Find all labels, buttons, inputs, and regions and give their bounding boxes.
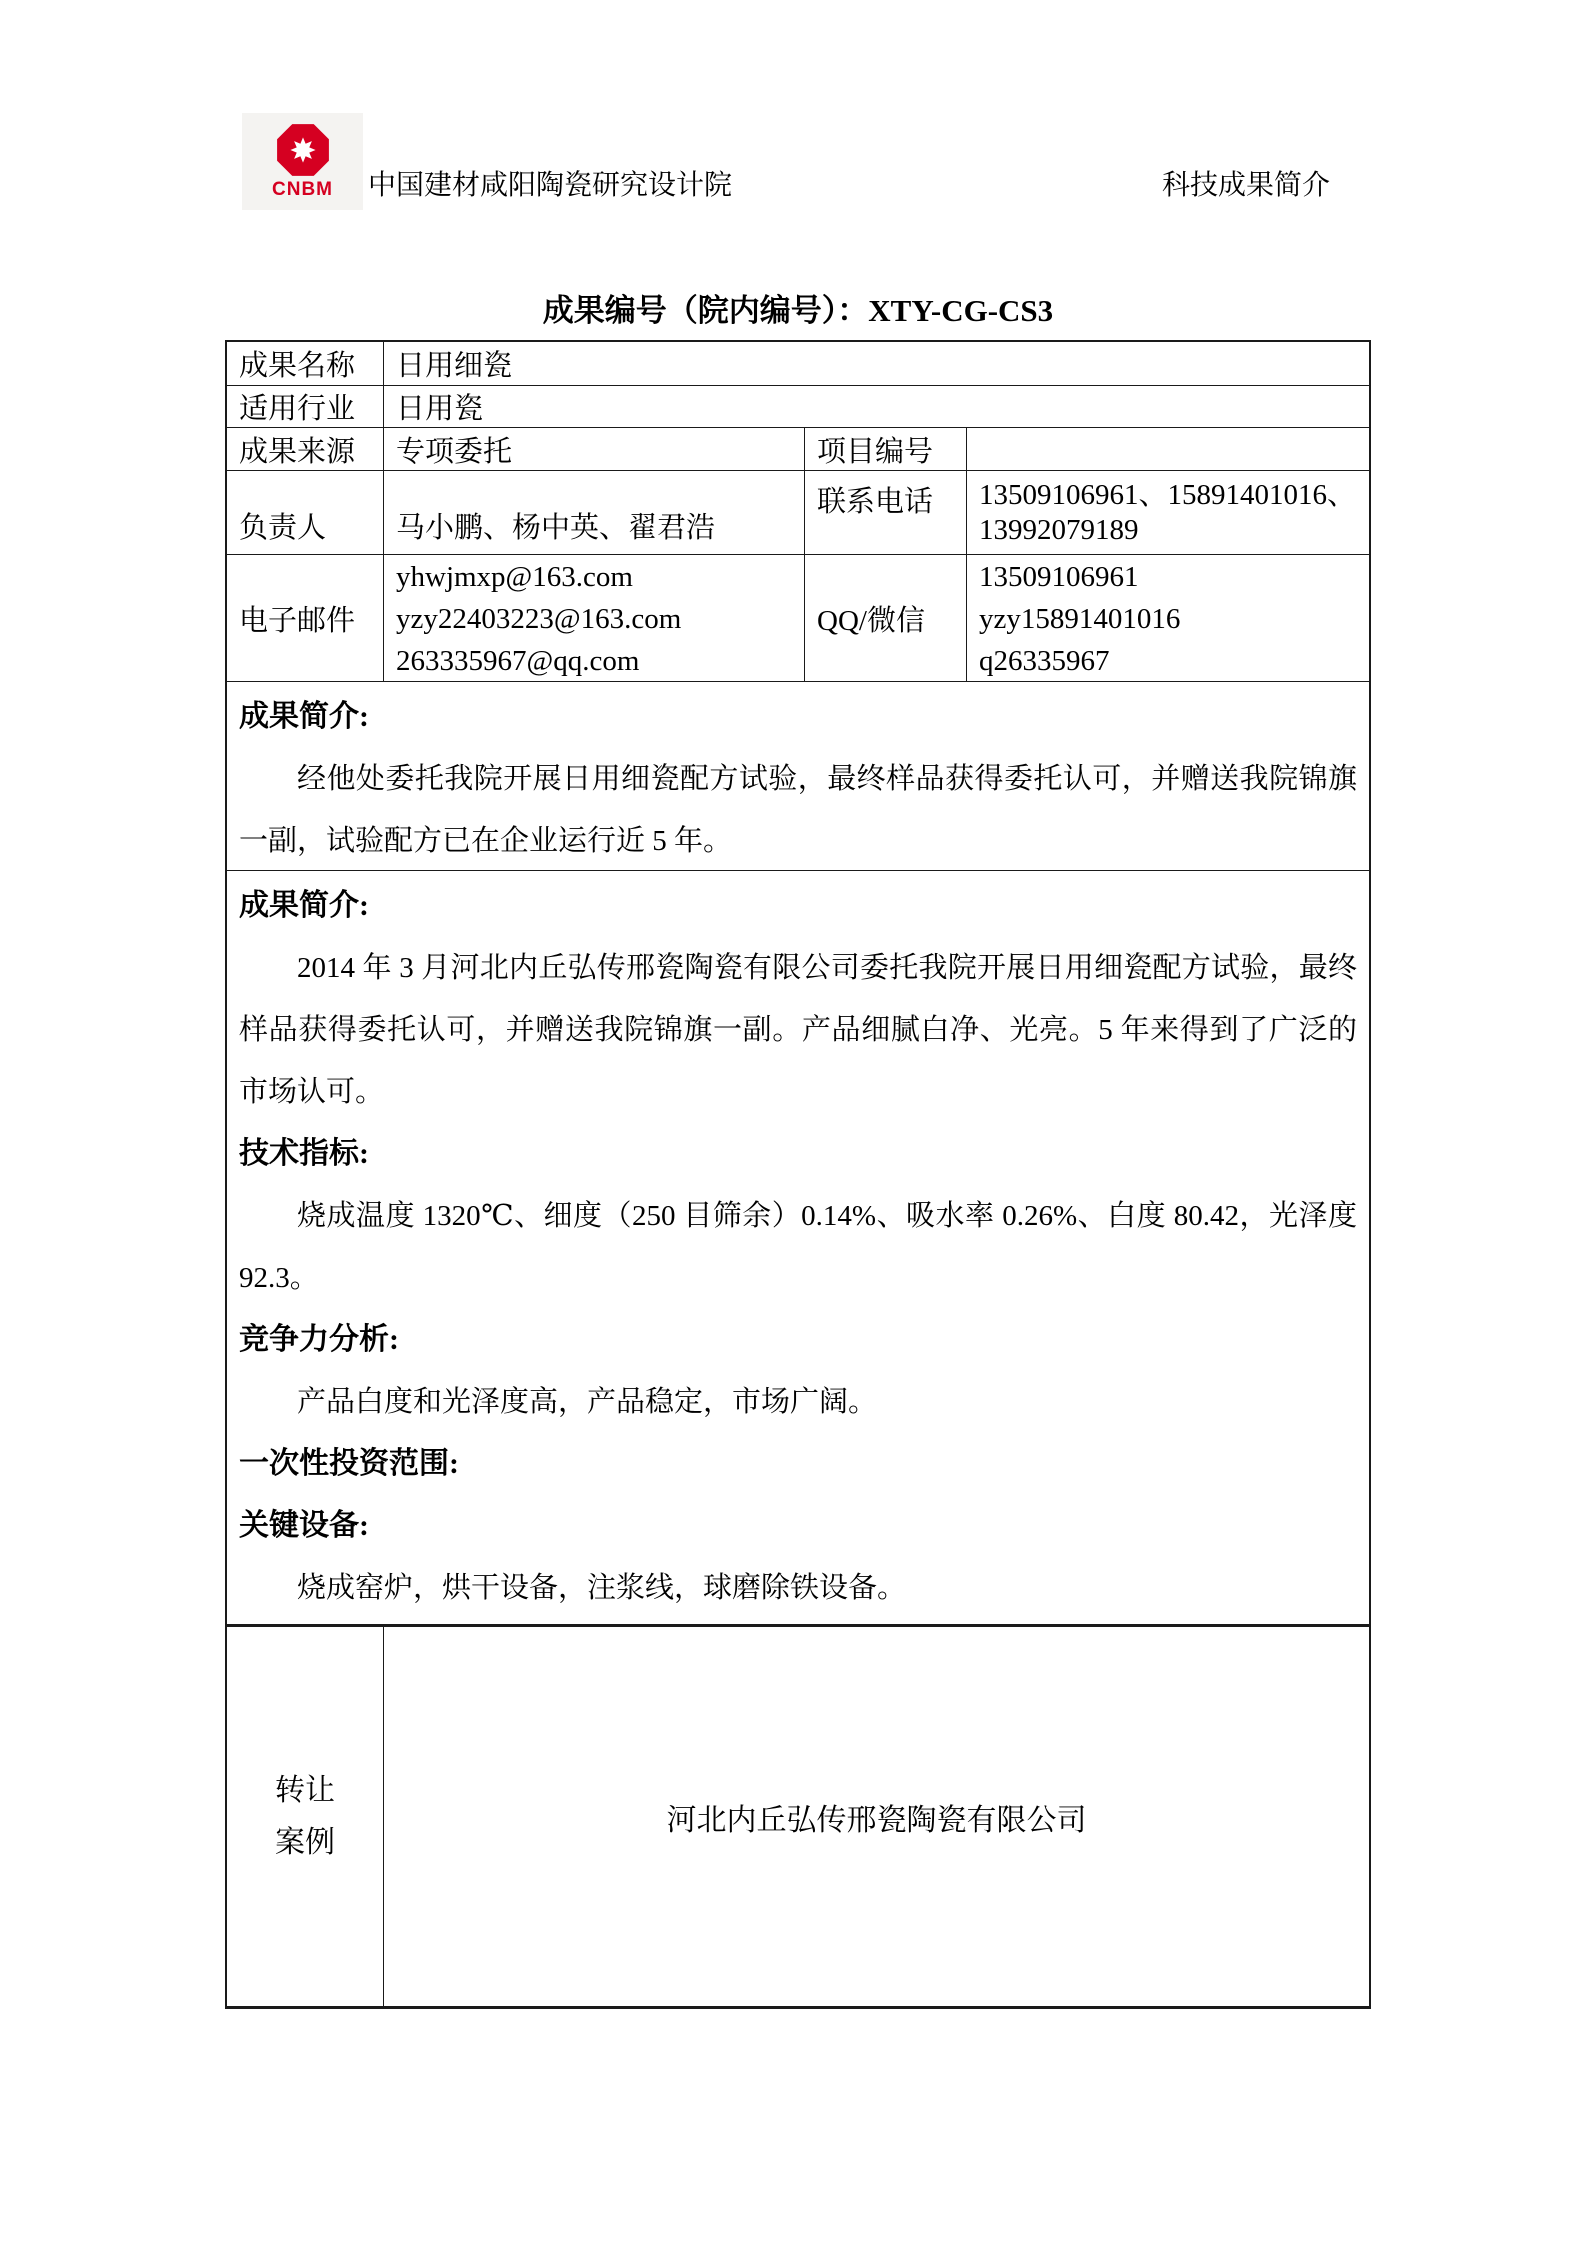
qq-wechat-line: q26335967 <box>979 644 1110 677</box>
summary-heading: 成果简介: <box>239 700 369 733</box>
summary2-heading: 成果简介: <box>239 889 369 922</box>
source-value: 专项委托 <box>396 435 513 468</box>
summary-section <box>227 682 1369 870</box>
phone-value <box>967 471 1369 554</box>
tech-indicators-heading: 技术指标: <box>239 1137 369 1170</box>
qq-wechat-line: 13509106961 <box>979 560 1139 593</box>
page-title: 成果编号（院内编号）：XTY-CG-CS3 <box>542 293 1054 328</box>
table-row-achievement-name <box>227 342 1369 385</box>
cnbm-logo-word: CNBM <box>272 179 333 200</box>
key-equipment-heading: 关键设备: <box>239 1509 369 1542</box>
transfer-case-value: 河北内丘弘传邢瓷陶瓷有限公司 <box>666 1803 1087 1837</box>
transfer-case-label: 转让案例 <box>275 1773 335 1859</box>
email-lines <box>396 555 681 681</box>
source-label: 成果来源 <box>227 428 384 470</box>
cnbm-logo <box>242 113 363 210</box>
tech-indicators-paragraph: 烧成温度 1320℃、细度（250 目筛余）0.14%、吸水率 0.26%、白度 80.42，光泽度 92.3。 <box>239 1200 1357 1294</box>
organization-name: 中国建材咸阳陶瓷研究设计院 <box>368 170 733 201</box>
email-value <box>384 555 804 681</box>
leader-label: 负责人 <box>227 471 384 554</box>
competitiveness-paragraph: 产品白度和光泽度高，产品稳定，市场广阔。 <box>297 1386 878 1418</box>
competitiveness-heading: 竞争力分析: <box>239 1323 399 1356</box>
industry-value: 日用瓷 <box>396 393 484 425</box>
qq-wechat-label: QQ/微信 <box>804 555 967 681</box>
email-line: yzy22403223@163.com <box>396 602 682 635</box>
transfer-case-label-cell <box>227 1627 384 2006</box>
investment-scope-heading: 一次性投资范围: <box>239 1447 459 1480</box>
qq-wechat-line: yzy15891401016 <box>979 602 1181 635</box>
project-number-value <box>967 428 1369 470</box>
summary2-paragraph: 2014 年 3 月河北内丘弘传邢瓷陶瓷有限公司委托我院开展日用细瓷配方试验，最终样品获得委托认可，并赠送我院锦旗一副。产品细腻白净、光亮。5 年来得到了广泛的市场认可。 <box>239 952 1357 1108</box>
achievement-name-label: 成果名称 <box>227 342 384 385</box>
details-section <box>227 871 1369 1624</box>
table-row-source <box>227 427 1369 470</box>
document-type-label: 科技成果简介 <box>1161 170 1330 201</box>
industry-label: 适用行业 <box>227 386 384 427</box>
phone-numbers: 13509106961、15891401016、13992079189 <box>979 478 1357 546</box>
project-number-label: 项目编号 <box>804 428 967 470</box>
achievement-info-table <box>225 340 1371 2009</box>
email-line: 263335967@qq.com <box>396 644 640 677</box>
table-row-details <box>227 870 1369 1624</box>
key-equipment-paragraph: 烧成窑炉，烘干设备，注浆线，球磨除铁设备。 <box>297 1572 907 1604</box>
email-line: yhwjmxp@163.com <box>396 560 633 593</box>
email-label: 电子邮件 <box>227 555 384 681</box>
summary-paragraph: 经他处委托我院开展日用细瓷配方试验，最终样品获得委托认可，并赠送我院锦旗一副，试验配方已在企业运行近 5 年。 <box>239 763 1357 857</box>
table-row-industry <box>227 385 1369 427</box>
table-row-leader <box>227 470 1369 554</box>
achievement-name-value: 日用细瓷 <box>396 350 513 382</box>
table-row-transfer-case <box>227 1624 1369 2006</box>
leader-value: 马小鹏、杨中英、翟君浩 <box>396 512 716 544</box>
cnbm-octagon-icon <box>274 121 332 179</box>
phone-label: 联系电话 <box>804 471 967 554</box>
qq-wechat-lines <box>979 555 1180 681</box>
qq-wechat-value <box>967 555 1369 681</box>
table-row-summary <box>227 681 1369 870</box>
table-row-email <box>227 554 1369 681</box>
